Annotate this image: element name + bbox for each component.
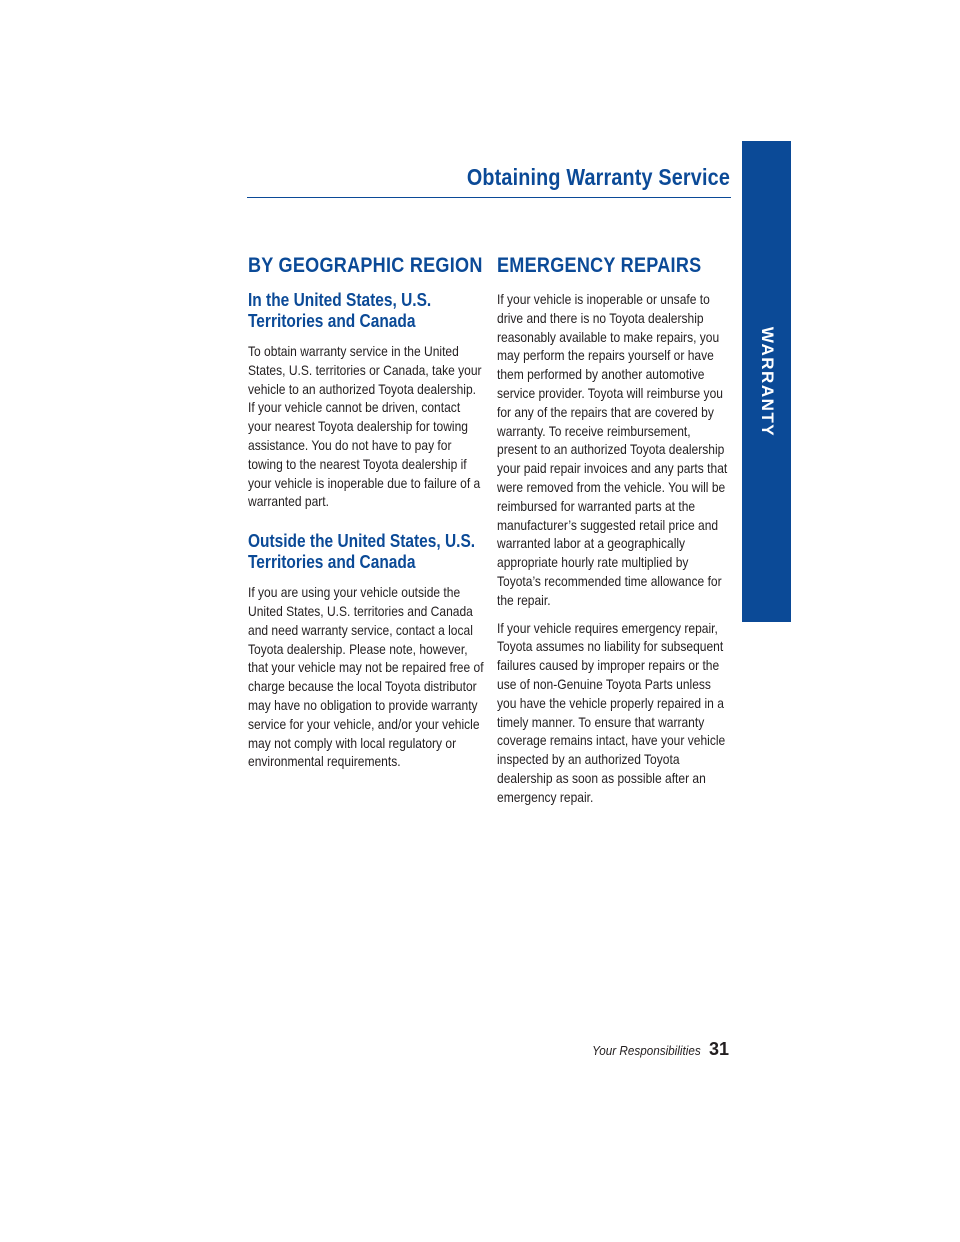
section-heading-geographic-region: BY GEOGRAPHIC REGION xyxy=(248,254,483,277)
right-column xyxy=(497,254,733,816)
side-tab-label: WARRANTY xyxy=(757,326,777,437)
paragraph-outside-us-service: If you are using your vehicle outside the United States, U.S. territories and Canada and need warranty service, contact a local Toyota dealership. Please note, however, that your vehicle may not be repaired free of charge because the local Toyota distributor may have no obligation to provide warranty service for your vehicle, and/or your vehicle may not comply with local regulatory or environmental requirements. xyxy=(248,584,484,770)
subheading-outside-us: Outside the United States, U.S. Territories and Canada xyxy=(248,531,476,573)
left-column xyxy=(248,254,484,780)
page-title: Obtaining Warranty Service xyxy=(466,164,730,190)
subheading-us-territories-canada: In the United States, U.S. Territories and Canada xyxy=(248,290,432,331)
paragraph-us-service: To obtain warranty service in the United States, U.S. territories or Canada, take your vehicle to an authorized Toyota dealership. If your vehicle cannot be driven, contact your nearest Toyota dealership for towing assistance. You do not have to pay for towing to the nearest Toyota dealership if your vehicle is inoperable due to failure of a warranted part. xyxy=(248,343,482,510)
section-heading-emergency-repairs: EMERGENCY REPAIRS xyxy=(497,254,702,277)
paragraph-emergency-reimbursement: If your vehicle is inoperable or unsafe to drive and there is no Toyota dealership reasonably available to make repairs, you may perform the repairs yourself or have them performed by another automotive service provider. Toyota will reimburse you for any of the repairs that are covered by warranty. To receive reimbursement, present to an authorized Toyota dealership your paid repair invoices and any parts that were removed from the vehicle. You will be reimbursed for warranted parts at the manufacturer’s suggested retail price and warranted labor at a geographically appropriate hourly rate multiplied by Toyota’s recommended time allowance for the repair. xyxy=(497,291,728,608)
page-number: 31 xyxy=(708,1039,729,1059)
footer-section-label: Your Responsibilities xyxy=(592,1043,701,1058)
page-footer xyxy=(580,1039,729,1060)
title-divider xyxy=(247,197,731,198)
section-side-tab xyxy=(742,141,791,622)
paragraph-emergency-liability: If your vehicle requires emergency repair, Toyota assumes no liability for subsequent failures caused by improper repairs or the use of non-Genuine Toyota Parts unless you have the vehicle properly repaired in a timely manner. To ensure that warranty coverage remains intact, have your vehicle inspected by an authorized Toyota dealership as soon as possible after an emergency repair. xyxy=(497,619,726,805)
